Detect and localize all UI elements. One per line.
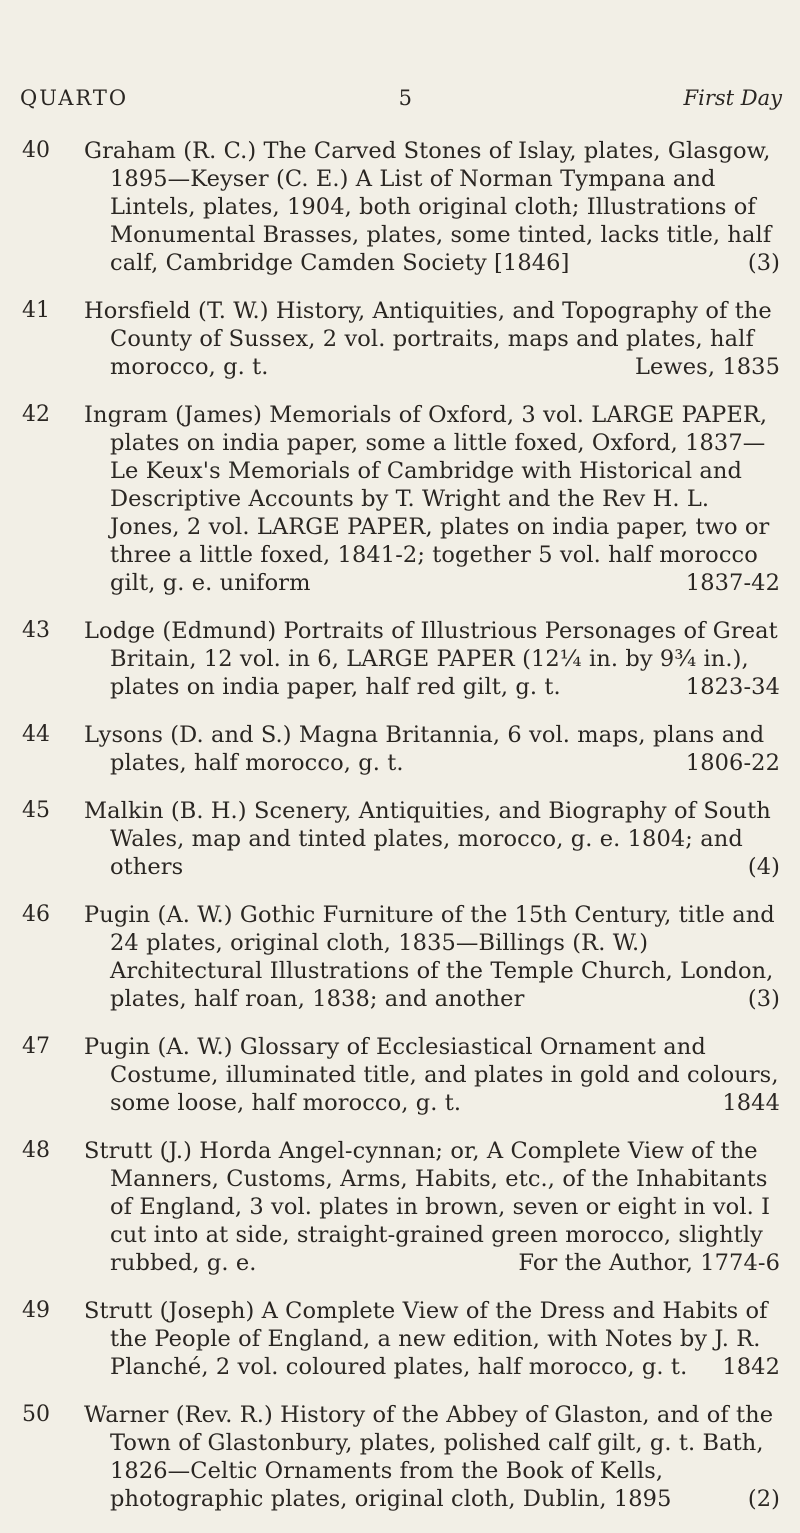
header-sale-day: First Day bbox=[683, 86, 782, 110]
lot-entry bbox=[0, 617, 800, 701]
lot-date: For the Author, 1774-6 bbox=[518, 1250, 780, 1276]
lot-description: Lodge (Edmund) Portraits of Illustrious Personages of Great Britain, 12 vol. in 6, LARGE PAPER (12¼ in. by 9¾ in.), plates on india paper, half red gilt, g. t. bbox=[84, 618, 778, 700]
lot-date: 1823-34 bbox=[685, 674, 780, 700]
lot-number: 49 bbox=[22, 1298, 50, 1323]
page-header bbox=[20, 86, 782, 110]
lot-number: 50 bbox=[22, 1402, 50, 1427]
lot-description: Pugin (A. W.) Gothic Furniture of the 15th Century, title and 24 plates, original cloth, 1835—Billings (R. W.) Architectural Illustrations of the Temple Church, London, plates, half roan, 1838; and another bbox=[84, 902, 775, 1012]
lot-description: Graham (R. C.) The Carved Stones of Islay, plates, Glasgow, 1895—Keyser (C. E.) A List of Norman Tympana and Lintels, plates, 1904, both original cloth; Illustrations of Monumental Brasses, plates, some tinted, lacks title, half calf, Cambridge Camden Society [1846] bbox=[84, 138, 772, 276]
page-number: 5 bbox=[398, 86, 414, 110]
lot-description: Horsfield (T. W.) History, Antiquities, and Topography of the County of Sussex, 2 vol. portraits, maps and plates, half morocco, g. t. bbox=[84, 298, 772, 380]
lot-date: 1806-22 bbox=[685, 750, 780, 776]
lot-description: Lysons (D. and S.) Magna Britannia, 6 vol. maps, plans and plates, half morocco, g. t. bbox=[84, 722, 765, 776]
lot-description: Pugin (A. W.) Glossary of Ecclesiastical Ornament and Costume, illuminated title, and plates in gold and colours, some loose, half morocco, g. t. bbox=[84, 1034, 779, 1116]
lot-number: 40 bbox=[22, 138, 50, 163]
header-format: QUARTO bbox=[20, 86, 129, 110]
lot-description: Warner (Rev. R.) History of the Abbey of Glaston, and of the Town of Glastonbury, plates, polished calf gilt, g. t. Bath, 1826—Celtic Ornaments from the Book of Kells, photographic plates, original cloth, Dublin, 1895 bbox=[84, 1402, 774, 1512]
lot-entry bbox=[0, 1297, 800, 1381]
lot-entry bbox=[0, 1033, 800, 1117]
lot-entry bbox=[0, 297, 800, 381]
lot-number: 48 bbox=[22, 1138, 50, 1163]
lot-date: (3) bbox=[747, 250, 780, 276]
lot-number: 41 bbox=[22, 298, 50, 323]
lot-date: (2) bbox=[747, 1486, 780, 1512]
lot-description: Strutt (J.) Horda Angel-cynnan; or, A Complete View of the Manners, Customs, Arms, Habits, etc., of the Inhabitants of England, 3 vol. plates in brown, seven or eight in vol. I cut into at side, straight-grained green morocco, slightly rubbed, g. e. bbox=[84, 1138, 771, 1276]
lot-date: 1844 bbox=[722, 1090, 780, 1116]
lot-date: (4) bbox=[747, 854, 780, 880]
lot-date: 1842 bbox=[722, 1354, 780, 1380]
lot-entry bbox=[0, 901, 800, 1013]
lot-list bbox=[0, 137, 800, 1533]
lot-entry bbox=[0, 401, 800, 597]
lot-number: 45 bbox=[22, 798, 50, 823]
lot-number: 43 bbox=[22, 618, 50, 643]
lot-description: Strutt (Joseph) A Complete View of the Dress and Habits of the People of England, a new edition, with Notes by J. R. Planché, 2 vol. coloured plates, half morocco, g. t. bbox=[84, 1298, 768, 1380]
lot-number: 46 bbox=[22, 902, 50, 927]
lot-number: 44 bbox=[22, 722, 50, 747]
lot-entry bbox=[0, 137, 800, 277]
lot-description: Ingram (James) Memorials of Oxford, 3 vol. LARGE PAPER, plates on india paper, some a little foxed, Oxford, 1837—Le Keux's Memorials of Cambridge with Historical and Descriptive Accounts by T. Wright and the Rev H. L. Jones, 2 vol. LARGE PAPER, plates on india paper, two or three a little foxed, 1841-2; together 5 vol. half morocco gilt, g. e. uniform bbox=[84, 402, 770, 596]
lot-entry bbox=[0, 1137, 800, 1277]
lot-date: Lewes, 1835 bbox=[634, 354, 780, 380]
lot-entry bbox=[0, 721, 800, 777]
lot-number: 42 bbox=[22, 402, 50, 427]
lot-number: 47 bbox=[22, 1034, 50, 1059]
lot-entry bbox=[0, 797, 800, 881]
lot-entry bbox=[0, 1401, 800, 1513]
lot-date: (3) bbox=[747, 986, 780, 1012]
lot-date: 1837-42 bbox=[685, 570, 780, 596]
lot-description: Malkin (B. H.) Scenery, Antiquities, and Biography of South Wales, map and tinted plates, morocco, g. e. 1804; and others bbox=[84, 798, 771, 880]
